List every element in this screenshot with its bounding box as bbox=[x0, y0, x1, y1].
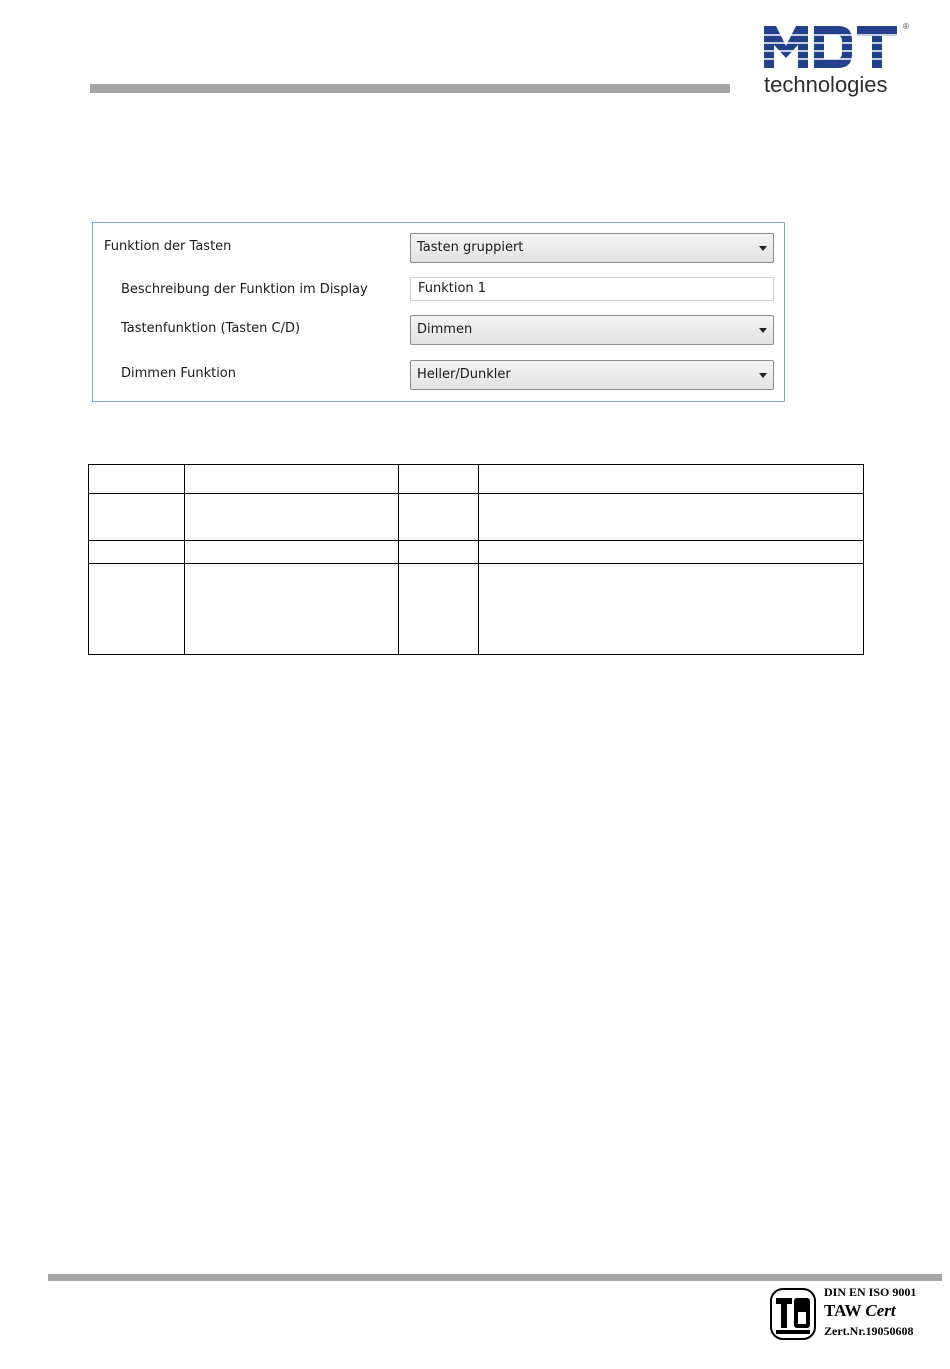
cert-standard: DIN EN ISO 9001 bbox=[824, 1285, 917, 1299]
communication-objects-table bbox=[88, 464, 864, 655]
table-cell bbox=[89, 494, 185, 541]
dropdown-value: Dimmen bbox=[417, 322, 473, 337]
chevron-down-icon bbox=[759, 373, 767, 378]
param-row-tastenfunktion bbox=[93, 314, 784, 344]
taw-cert-emblem-icon bbox=[770, 1288, 816, 1340]
table-row bbox=[89, 564, 864, 655]
chevron-down-icon bbox=[759, 328, 767, 333]
cert-issuer-taw: TAW bbox=[824, 1301, 862, 1320]
param-label: Beschreibung der Funktion im Display bbox=[121, 282, 368, 297]
table-cell bbox=[479, 465, 864, 494]
table-row bbox=[89, 465, 864, 494]
param-label: Funktion der Tasten bbox=[104, 239, 232, 254]
cert-issuer-cert: Cert bbox=[865, 1301, 896, 1320]
footer-divider bbox=[48, 1274, 942, 1281]
beschreibung-text-field[interactable] bbox=[410, 277, 774, 301]
table-row bbox=[89, 541, 864, 564]
param-label: Tastenfunktion (Tasten C/D) bbox=[121, 321, 301, 336]
registered-mark: ® bbox=[903, 22, 909, 31]
cert-text bbox=[824, 1284, 916, 1340]
param-row-beschreibung bbox=[93, 275, 784, 305]
parameter-panel bbox=[92, 222, 785, 402]
dropdown-value: Heller/Dunkler bbox=[417, 367, 511, 382]
table-cell bbox=[89, 465, 185, 494]
param-row-funktion-der-tasten bbox=[93, 232, 784, 262]
chevron-down-icon bbox=[759, 246, 767, 251]
table-cell bbox=[89, 564, 185, 655]
table-cell bbox=[399, 494, 479, 541]
mdt-logo-mark bbox=[762, 22, 902, 72]
table-cell bbox=[89, 541, 185, 564]
funktion-der-tasten-dropdown[interactable] bbox=[410, 233, 774, 263]
table-cell bbox=[185, 494, 399, 541]
table-cell bbox=[399, 541, 479, 564]
cert-number: Zert.Nr.19050608 bbox=[824, 1324, 914, 1338]
table-cell bbox=[479, 564, 864, 655]
mdt-logo bbox=[762, 22, 912, 100]
dropdown-value: Tasten gruppiert bbox=[417, 240, 524, 255]
logo-subtitle: technologies bbox=[764, 72, 888, 97]
table-cell bbox=[185, 564, 399, 655]
table-cell bbox=[185, 541, 399, 564]
tastenfunktion-dropdown[interactable] bbox=[410, 315, 774, 345]
table-cell bbox=[185, 465, 399, 494]
dimmen-funktion-dropdown[interactable] bbox=[410, 360, 774, 390]
cert-issuer bbox=[824, 1300, 916, 1322]
text-field-value: Funktion 1 bbox=[418, 281, 487, 296]
header-divider bbox=[90, 84, 730, 93]
table-cell bbox=[399, 465, 479, 494]
param-row-dimmen-funktion bbox=[93, 359, 784, 389]
table-cell bbox=[479, 541, 864, 564]
param-label: Dimmen Funktion bbox=[121, 366, 236, 381]
table-row bbox=[89, 494, 864, 541]
iso-certification bbox=[768, 1284, 940, 1344]
table-cell bbox=[399, 564, 479, 655]
table-cell bbox=[479, 494, 864, 541]
